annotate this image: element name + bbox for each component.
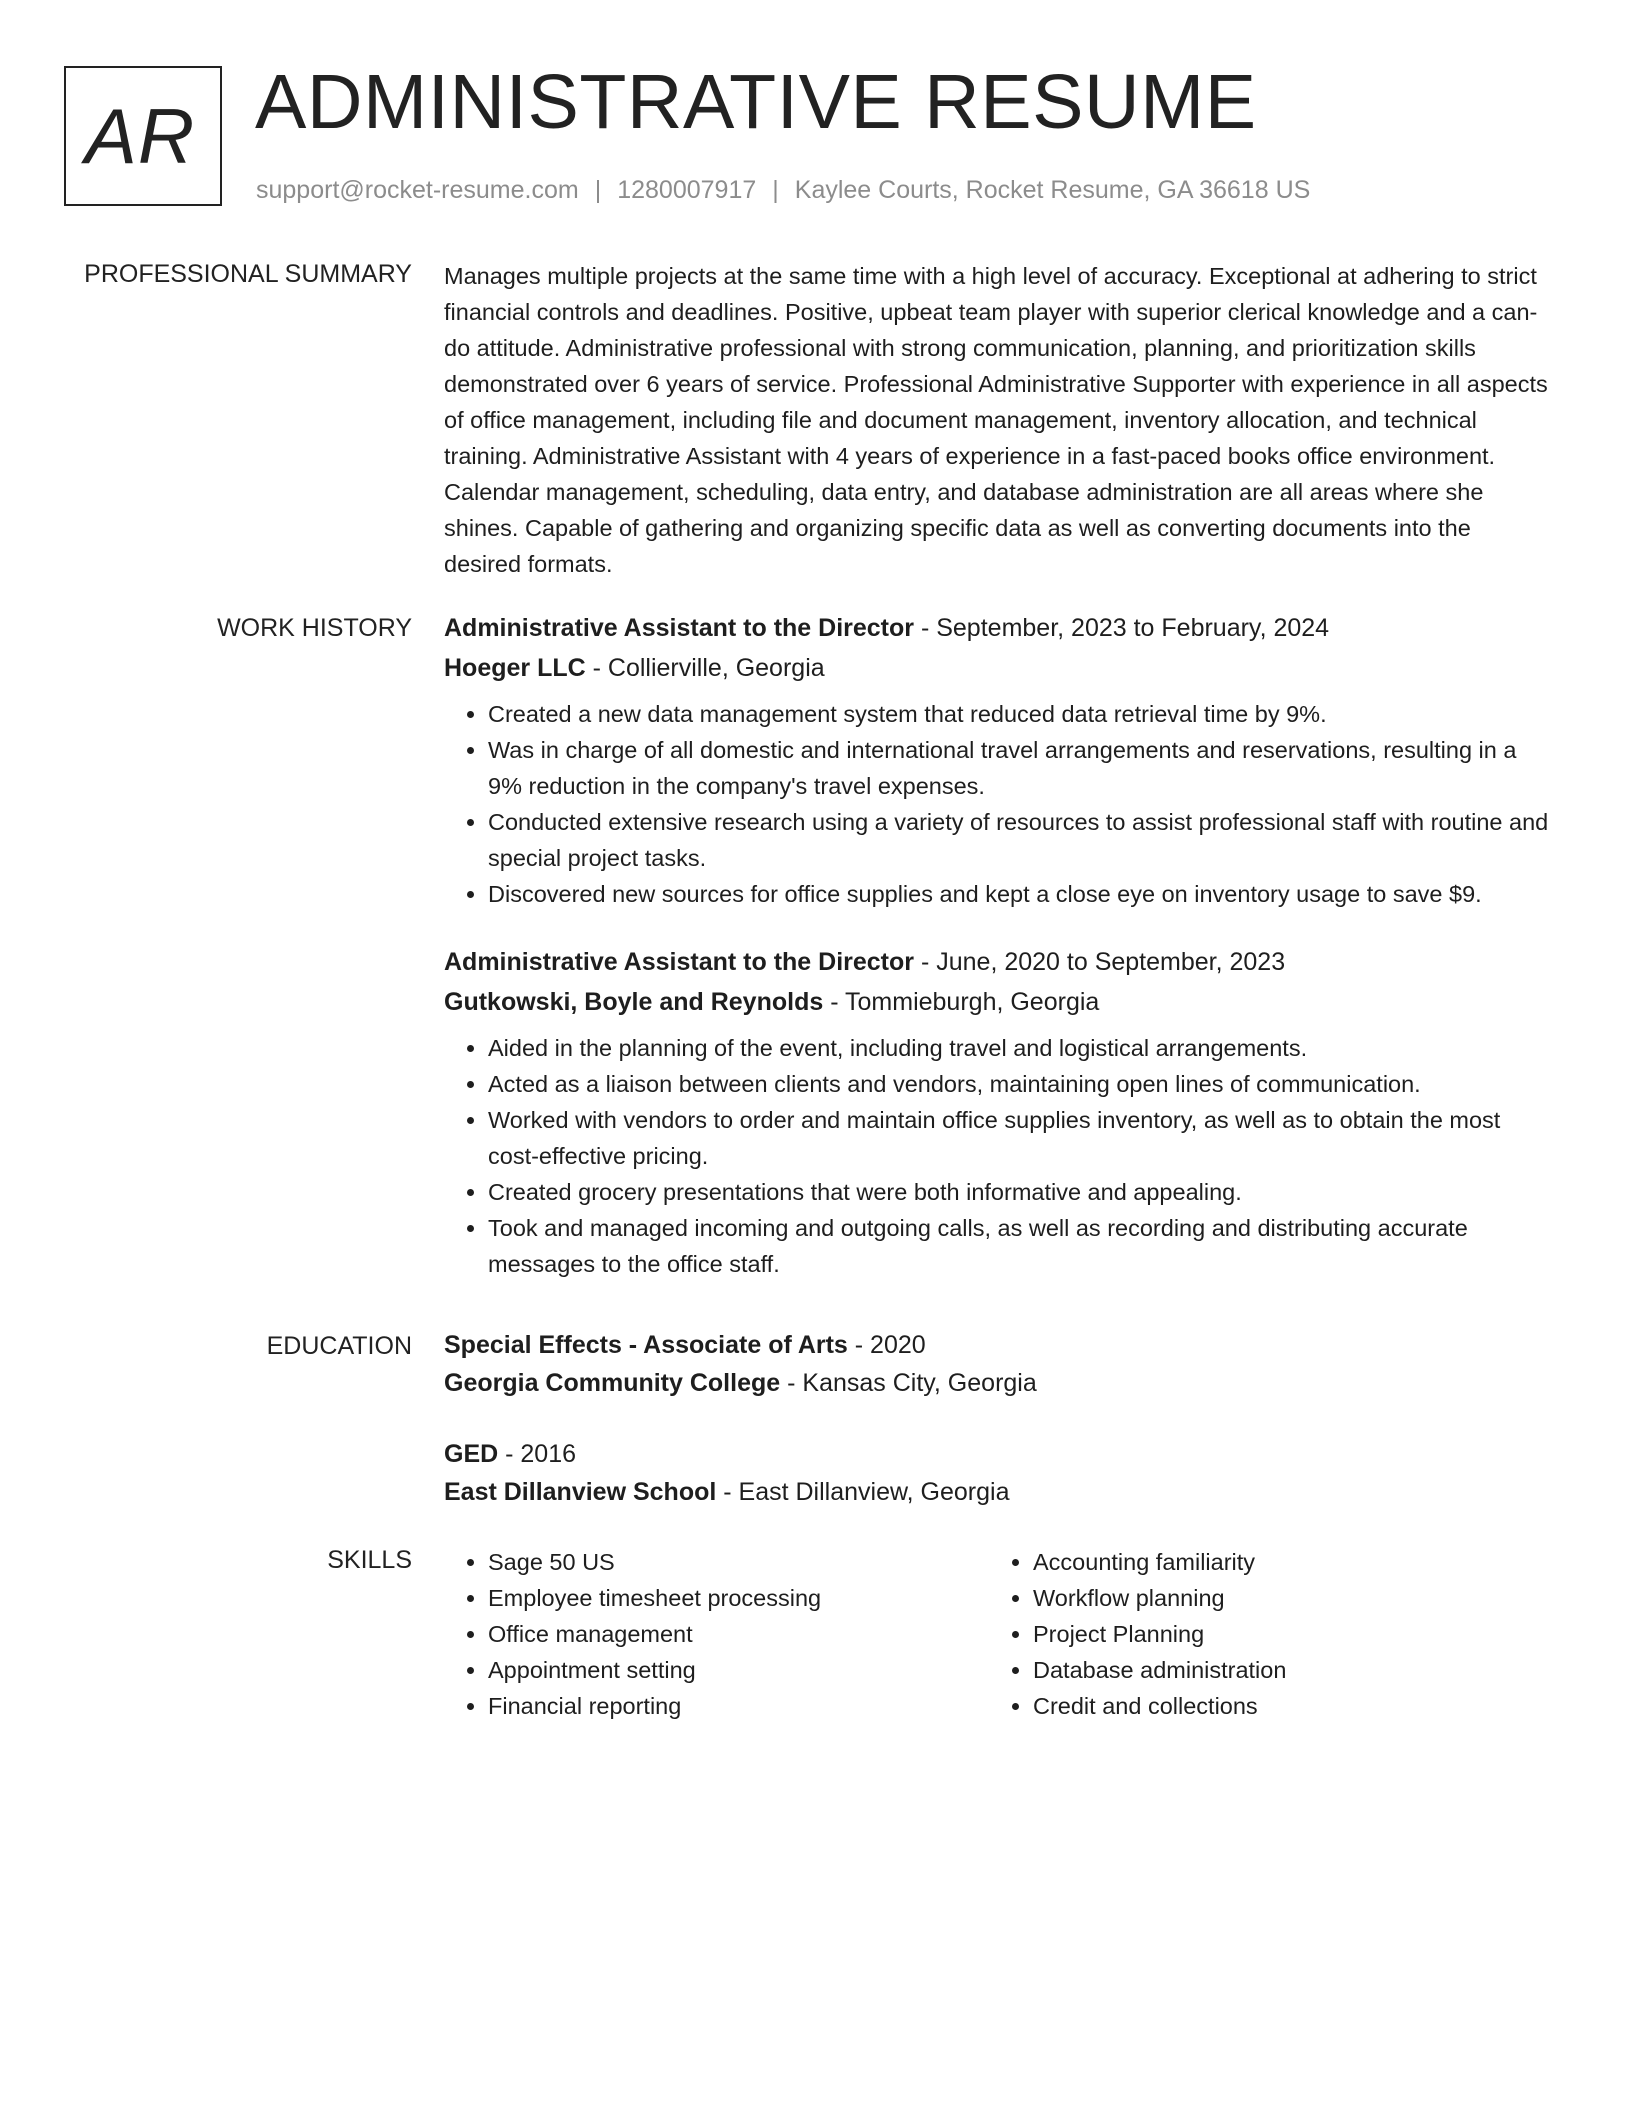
section-heading-summary: PROFESSIONAL SUMMARY bbox=[84, 260, 412, 288]
job-bullet: • Took and managed incoming and outgoing calls, as well as recording and distributing accurate messages to the office staff. bbox=[488, 1210, 1550, 1282]
contact-address: Kaylee Courts, Rocket Resume, GA 36618 US bbox=[794, 176, 1311, 204]
education-location: - Kansas City, Georgia bbox=[780, 1369, 1037, 1397]
job-bullet: • Acted as a liaison between clients and vendors, maintaining open lines of communication. bbox=[488, 1066, 1550, 1102]
job-bullet-list bbox=[444, 696, 1550, 912]
education-degree: GED bbox=[444, 1440, 499, 1468]
job-bullet: • Was in charge of all domestic and international travel arrangements and reservations, resulting in a 9% reduction in the company's travel expenses. bbox=[488, 732, 1550, 804]
job-dates: - September, 2023 to February, 2024 bbox=[914, 614, 1330, 642]
section-heading-education: EDUCATION bbox=[266, 1332, 412, 1360]
skills-grid bbox=[444, 1544, 1550, 1724]
skill-item: • Database administration bbox=[1033, 1652, 1534, 1688]
education-degree-line bbox=[444, 1435, 1550, 1473]
job-title: Administrative Assistant to the Director bbox=[444, 948, 915, 976]
contact-email[interactable]: support@rocket-resume.com bbox=[256, 176, 579, 204]
job-bullet: • Created grocery presentations that were both informative and appealing. bbox=[488, 1174, 1550, 1210]
contact-line bbox=[256, 176, 1310, 205]
job-dates: - June, 2020 to September, 2023 bbox=[914, 948, 1286, 976]
education-degree-line bbox=[444, 1326, 1550, 1364]
job-bullet: • Discovered new sources for office supplies and kept a close eye on inventory usage to save $9. bbox=[488, 876, 1550, 912]
skill-item: • Project Planning bbox=[1033, 1616, 1534, 1652]
education-body bbox=[444, 1326, 1550, 1511]
job-company-line bbox=[444, 982, 1550, 1022]
skill-item: • Financial reporting bbox=[488, 1688, 989, 1724]
education-school-line bbox=[444, 1473, 1550, 1511]
contact-separator: | bbox=[594, 176, 602, 204]
job-location: - Collierville, Georgia bbox=[585, 654, 825, 682]
job-company-line bbox=[444, 648, 1550, 688]
job-location: - Tommieburgh, Georgia bbox=[823, 988, 1100, 1016]
skill-item: • Office management bbox=[488, 1616, 989, 1652]
job-bullet: • Conducted extensive research using a variety of resources to assist professional staff with routine and special project tasks. bbox=[488, 804, 1550, 876]
education-school: East Dillanview School bbox=[444, 1478, 717, 1506]
education-year: - 2016 bbox=[498, 1440, 577, 1468]
section-heading-skills: SKILLS bbox=[327, 1546, 412, 1574]
monogram-text: AR bbox=[84, 91, 196, 180]
job-entry bbox=[444, 942, 1550, 1282]
summary-text: Manages multiple projects at the same time with a high level of accuracy. Exceptional at adhering to strict financial controls and deadlines. Positive, upbeat team player with superior clerical knowledge and a can-do attitude. Administrative professional with strong communication, planning, and prioritization skills demonstrated over 6 years of service. Professional Administrative Supporter with experience in all aspects of office management, including file and document management, inventory allocation, and technical training. Administrative Assistant with 4 years of experience in a fast-paced books office environment. Calendar management, scheduling, data entry, and database administration are all areas where she shines. Capable of gathering and organizing specific data as well as converting documents into the desired formats. bbox=[444, 263, 1548, 577]
contact-phone[interactable]: 1280007917 bbox=[617, 176, 757, 204]
skill-item: • Appointment setting bbox=[488, 1652, 989, 1688]
skills-column-right bbox=[989, 1544, 1534, 1724]
skills-list bbox=[444, 1544, 989, 1724]
job-title-line bbox=[444, 942, 1550, 982]
job-bullet-list bbox=[444, 1030, 1550, 1282]
skill-item: • Employee timesheet processing bbox=[488, 1580, 989, 1616]
education-school: Georgia Community College bbox=[444, 1369, 781, 1397]
job-bullet: • Worked with vendors to order and maintain office supplies inventory, as well as to obtain the most cost-effective pricing. bbox=[488, 1102, 1550, 1174]
resume-title: ADMINISTRATIVE RESUME bbox=[255, 59, 1257, 145]
skill-item: • Workflow planning bbox=[1033, 1580, 1534, 1616]
education-entry bbox=[444, 1435, 1550, 1511]
monogram-logo bbox=[64, 66, 222, 206]
education-degree: Special Effects - Associate of Arts bbox=[444, 1331, 848, 1359]
job-entry bbox=[444, 608, 1550, 912]
skill-item: • Credit and collections bbox=[1033, 1688, 1534, 1724]
job-bullet: • Created a new data management system that reduced data retrieval time by 9%. bbox=[488, 696, 1550, 732]
education-location: - East Dillanview, Georgia bbox=[716, 1478, 1010, 1506]
job-title: Administrative Assistant to the Director bbox=[444, 614, 915, 642]
skills-column-left bbox=[444, 1544, 989, 1724]
skill-item: • Accounting familiarity bbox=[1033, 1544, 1534, 1580]
job-bullet: • Aided in the planning of the event, including travel and logistical arrangements. bbox=[488, 1030, 1550, 1066]
job-title-line bbox=[444, 608, 1550, 648]
skills-list bbox=[989, 1544, 1534, 1724]
section-heading-work-history: WORK HISTORY bbox=[217, 614, 412, 642]
contact-separator: | bbox=[772, 176, 779, 204]
education-school-line bbox=[444, 1364, 1550, 1402]
work-history-body bbox=[444, 608, 1550, 1282]
job-company: Hoeger LLC bbox=[444, 654, 586, 682]
job-company: Gutkowski, Boyle and Reynolds bbox=[444, 988, 824, 1016]
education-year: - 2020 bbox=[847, 1331, 926, 1359]
education-entry bbox=[444, 1326, 1550, 1402]
skill-item: • Sage 50 US bbox=[488, 1544, 989, 1580]
